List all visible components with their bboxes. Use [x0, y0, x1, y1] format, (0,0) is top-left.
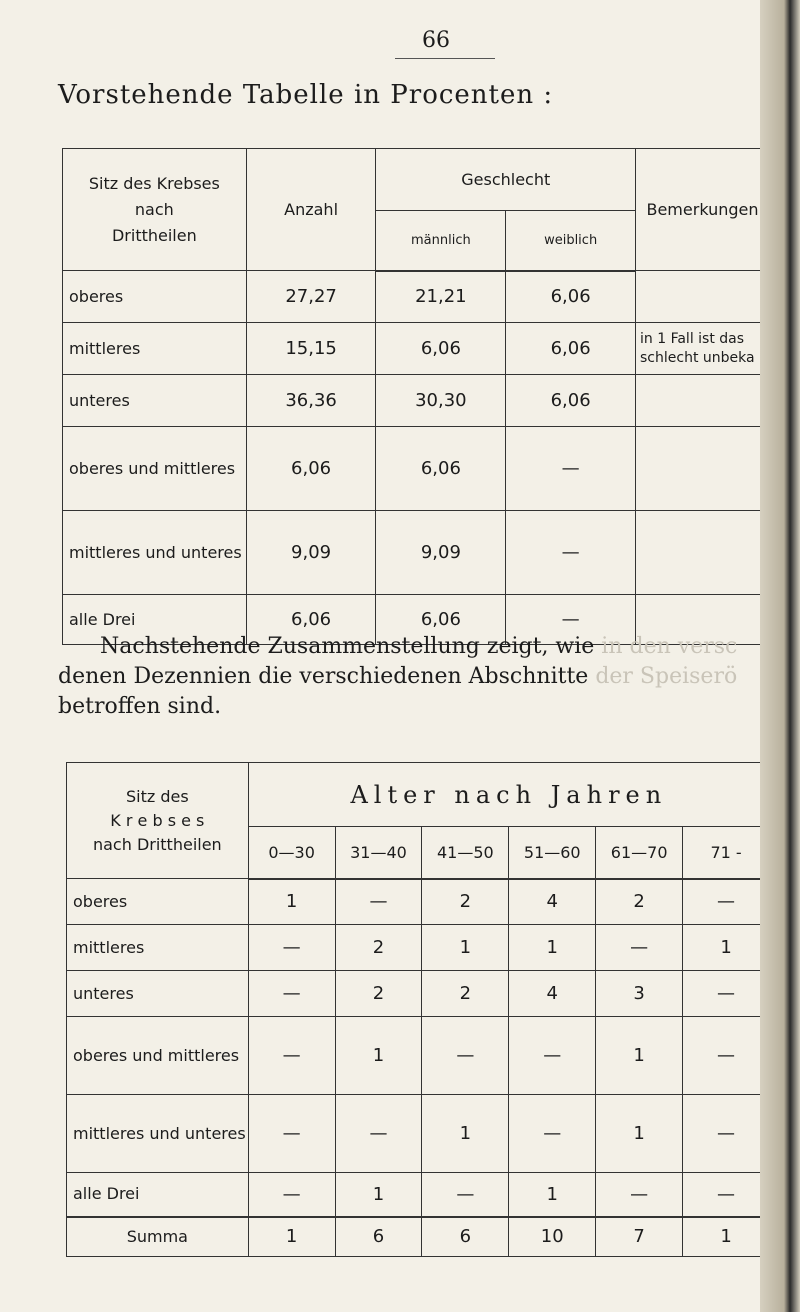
cell-male: 30,30: [376, 375, 506, 427]
cell-female: 6,06: [506, 375, 636, 427]
paragraph-faded-text: der Speiserö: [588, 664, 738, 689]
cell-count: 9,09: [246, 511, 376, 595]
sum-label: Summa: [67, 1217, 249, 1257]
remark-line1: in 1 Fall ist das: [640, 330, 745, 347]
cell-value: 2: [335, 971, 422, 1017]
cell-value: 2: [596, 879, 683, 925]
heading: Vorstehende Tabelle in Procenten :: [58, 80, 554, 110]
row-label: alle Drei: [67, 1173, 249, 1217]
row-label: mittleres und unteres: [67, 1095, 249, 1173]
cell-value: 2: [422, 971, 509, 1017]
cell-value: —: [335, 879, 422, 925]
cell-remark: [636, 271, 770, 323]
page-number: 66: [422, 28, 450, 53]
cell-value: —: [248, 971, 335, 1017]
header-age-group: 31—40: [335, 827, 422, 879]
cell-value: 1: [422, 1095, 509, 1173]
cell-value: 1: [683, 925, 770, 971]
cell-value: 1: [596, 1017, 683, 1095]
cell-value: —: [683, 971, 770, 1017]
cell-count: 15,15: [246, 323, 376, 375]
sum-value: 1: [683, 1217, 770, 1257]
cell-value: 2: [335, 925, 422, 971]
cell-value: 1: [248, 879, 335, 925]
paragraph: [58, 632, 778, 722]
cell-value: 4: [509, 971, 596, 1017]
cell-value: —: [248, 925, 335, 971]
paragraph-faded-text: in den versc: [594, 634, 738, 659]
header-female: weiblich: [506, 211, 636, 271]
header-male: männlich: [376, 211, 506, 271]
row-label: unteres: [67, 971, 249, 1017]
cell-value: —: [509, 1095, 596, 1173]
cell-value: —: [422, 1017, 509, 1095]
row-label: mittleres: [63, 323, 247, 375]
cell-male: 21,21: [376, 271, 506, 323]
header-age-group: 41—50: [422, 827, 509, 879]
cell-value: —: [683, 1173, 770, 1217]
cell-value: —: [596, 1173, 683, 1217]
sum-value: 7: [596, 1217, 683, 1257]
cell-count: 6,06: [246, 595, 376, 645]
cell-female: —: [506, 427, 636, 511]
header-count: Anzahl: [246, 149, 376, 271]
age-table: [66, 762, 770, 1257]
row-label: oberes und mittleres: [67, 1017, 249, 1095]
cell-value: 1: [422, 925, 509, 971]
sum-value: 6: [422, 1217, 509, 1257]
row-label: oberes: [63, 271, 247, 323]
cell-value: 4: [509, 879, 596, 925]
row-label: alle Drei: [63, 595, 247, 645]
cell-male: 6,06: [376, 427, 506, 511]
header-age-group: 0—30: [248, 827, 335, 879]
row-label: unteres: [63, 375, 247, 427]
cell-count: 6,06: [246, 427, 376, 511]
page-number-rule: [395, 58, 495, 59]
header-sex: Geschlecht: [376, 149, 636, 211]
header-location-line2: K r e b s e s: [110, 810, 205, 830]
cell-remark: [636, 323, 770, 375]
cell-value: —: [248, 1173, 335, 1217]
header-age-group: 71 -: [683, 827, 770, 879]
cell-value: —: [683, 879, 770, 925]
cell-value: 1: [335, 1173, 422, 1217]
header-location-line2: nach: [134, 199, 174, 219]
row-label: mittleres: [67, 925, 249, 971]
cell-male: 6,06: [376, 595, 506, 645]
cell-value: —: [422, 1173, 509, 1217]
cell-value: —: [335, 1095, 422, 1173]
header-location: [67, 763, 249, 879]
cell-remark: [636, 427, 770, 511]
header-location-line3: Drittheilen: [111, 225, 197, 245]
header-location-line1: Sitz des: [125, 786, 189, 806]
row-label: oberes und mittleres: [63, 427, 247, 511]
sum-value: 10: [509, 1217, 596, 1257]
header-location-line1: Sitz des Krebses: [88, 173, 220, 193]
sum-value: 1: [248, 1217, 335, 1257]
header-age-group: 51—60: [509, 827, 596, 879]
row-label: oberes: [67, 879, 249, 925]
cell-value: —: [248, 1017, 335, 1095]
cell-value: —: [596, 925, 683, 971]
cell-value: 2: [422, 879, 509, 925]
header-age-group: 61—70: [596, 827, 683, 879]
cell-female: —: [506, 511, 636, 595]
cell-male: 9,09: [376, 511, 506, 595]
percent-table: [62, 148, 770, 645]
header-location: [63, 149, 247, 271]
cell-count: 36,36: [246, 375, 376, 427]
cell-value: 3: [596, 971, 683, 1017]
cell-female: 6,06: [506, 271, 636, 323]
paragraph-text: Nachstehende Zusammenstellung zeigt, wie: [100, 634, 595, 659]
cell-value: 1: [596, 1095, 683, 1173]
row-label: mittleres und unteres: [63, 511, 247, 595]
header-location-line3: nach Drittheilen: [92, 834, 222, 854]
sum-value: 6: [335, 1217, 422, 1257]
header-age: Alter nach Jahren: [248, 763, 769, 827]
header-remarks: Bemerkungen: [636, 149, 770, 271]
paragraph-text: denen Dezennien die verschiedenen Abschnitte: [58, 664, 589, 689]
cell-value: 1: [509, 1173, 596, 1217]
cell-value: —: [248, 1095, 335, 1173]
cell-value: 1: [509, 925, 596, 971]
cell-value: —: [683, 1017, 770, 1095]
cell-remark: [636, 511, 770, 595]
paragraph-text: betroffen sind.: [58, 694, 222, 719]
cell-remark: [636, 375, 770, 427]
page-edge: [760, 0, 800, 1312]
cell-male: 6,06: [376, 323, 506, 375]
cell-value: 1: [335, 1017, 422, 1095]
cell-value: —: [509, 1017, 596, 1095]
cell-value: —: [683, 1095, 770, 1173]
cell-female: —: [506, 595, 636, 645]
cell-female: 6,06: [506, 323, 636, 375]
cell-count: 27,27: [246, 271, 376, 323]
remark-line2: schlecht unbeka: [640, 349, 755, 366]
